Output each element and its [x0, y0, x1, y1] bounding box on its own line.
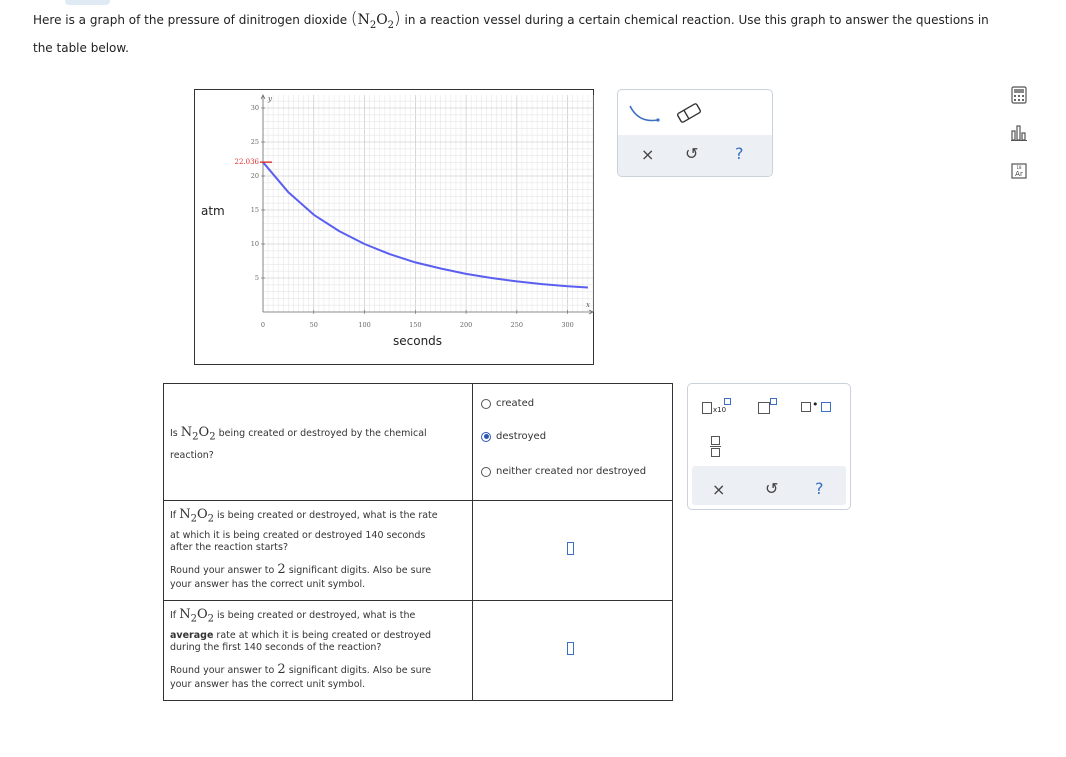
undo-button[interactable]: ↺	[765, 479, 779, 498]
x-tick-label: 0	[260, 321, 266, 329]
option-created[interactable]: created	[481, 398, 534, 409]
eraser-icon[interactable]	[674, 100, 704, 126]
x-axis-label: seconds	[393, 334, 443, 348]
y-tick-label: 30	[250, 104, 259, 112]
answer-input-rate[interactable]	[567, 542, 574, 555]
answer-input-average-rate[interactable]	[567, 642, 574, 655]
radio-created[interactable]	[481, 399, 491, 409]
radio-neither[interactable]	[481, 467, 491, 477]
question-table	[163, 383, 673, 701]
intro-formula: $N_2O_2$	[357, 12, 395, 31]
x-axis-letter: x	[586, 301, 590, 309]
initial-value-label: 22.036	[234, 158, 259, 167]
periodic-table-icon[interactable]	[1010, 162, 1028, 180]
svg-text:18: 18	[1016, 165, 1022, 170]
y-tick-label: 20	[250, 172, 259, 180]
top-tab-stub	[65, 0, 110, 5]
question-3: If $N_2O_2$ is being created or destroyed, what is the average rate at which it is being created or destroyed during the first 140 seconds of the reaction? Round your answer to 2 significant digits. Also be sure your answer has the correct unit symbol.	[170, 607, 432, 690]
x-tick-label: 50	[309, 321, 318, 329]
intro-text	[33, 8, 993, 60]
curve-tool-icon[interactable]	[624, 100, 664, 128]
y-axis-letter: y	[268, 95, 272, 103]
y-tick-label: 5	[254, 274, 259, 282]
undo-button[interactable]: ↺	[685, 144, 699, 163]
clear-button[interactable]: ×	[641, 145, 655, 164]
x-tick-label: 100	[358, 321, 371, 329]
question-cell	[164, 384, 473, 500]
question-2: If $N_2O_2$ is being created or destroyed, what is the rate at which it is being created or destroyed 140 seconds after the reaction starts? Round your answer to 2 significant digits. Also be sure your answer has the correct unit symbol.	[170, 507, 438, 590]
y-tick-label: 15	[250, 206, 259, 214]
intro-after: in a reaction vessel during a certain chemical reaction. Use this graph to answer the questions in the table below.	[33, 13, 989, 55]
paren-close: )	[394, 9, 401, 29]
math-toolbox	[687, 383, 851, 510]
table-row	[164, 600, 672, 700]
option-destroyed[interactable]: destroyed	[481, 431, 546, 442]
table-row	[164, 384, 672, 501]
y-tick-label: 10	[250, 240, 259, 248]
exponent-button[interactable]	[758, 398, 780, 418]
question-cell	[164, 500, 473, 600]
x-tick-label: 150	[409, 321, 422, 329]
fraction-button[interactable]	[710, 436, 722, 458]
calculator-icon[interactable]	[1010, 86, 1028, 104]
question-1: Is $N_2O_2$ being created or destroyed by the chemical reaction?	[170, 425, 427, 461]
intro-before: Here is a graph of the pressure of dinitrogen dioxide	[33, 13, 348, 27]
clear-button[interactable]: ×	[712, 480, 726, 499]
radio-destroyed[interactable]	[481, 432, 491, 442]
graph-toolbox	[617, 89, 773, 177]
table-row	[164, 500, 672, 601]
option-neither[interactable]: neither created nor destroyed	[481, 466, 646, 477]
y-axis-label: atm	[201, 204, 225, 218]
question-cell	[164, 600, 473, 700]
graph-frame[interactable]	[194, 89, 594, 365]
multiply-dot-button[interactable]: •	[801, 401, 833, 415]
svg-text:Ar: Ar	[1015, 170, 1023, 178]
x-tick-label: 250	[510, 321, 524, 329]
times-ten-button[interactable]: x10	[702, 398, 732, 418]
x-tick-label: 200	[459, 321, 473, 329]
paren-open: (	[350, 9, 358, 29]
y-tick-label: 25	[250, 138, 259, 146]
help-button[interactable]: ?	[815, 479, 824, 498]
bar-chart-icon[interactable]	[1010, 124, 1028, 142]
help-button[interactable]: ?	[735, 144, 744, 163]
x-tick-label: 300	[561, 321, 574, 329]
